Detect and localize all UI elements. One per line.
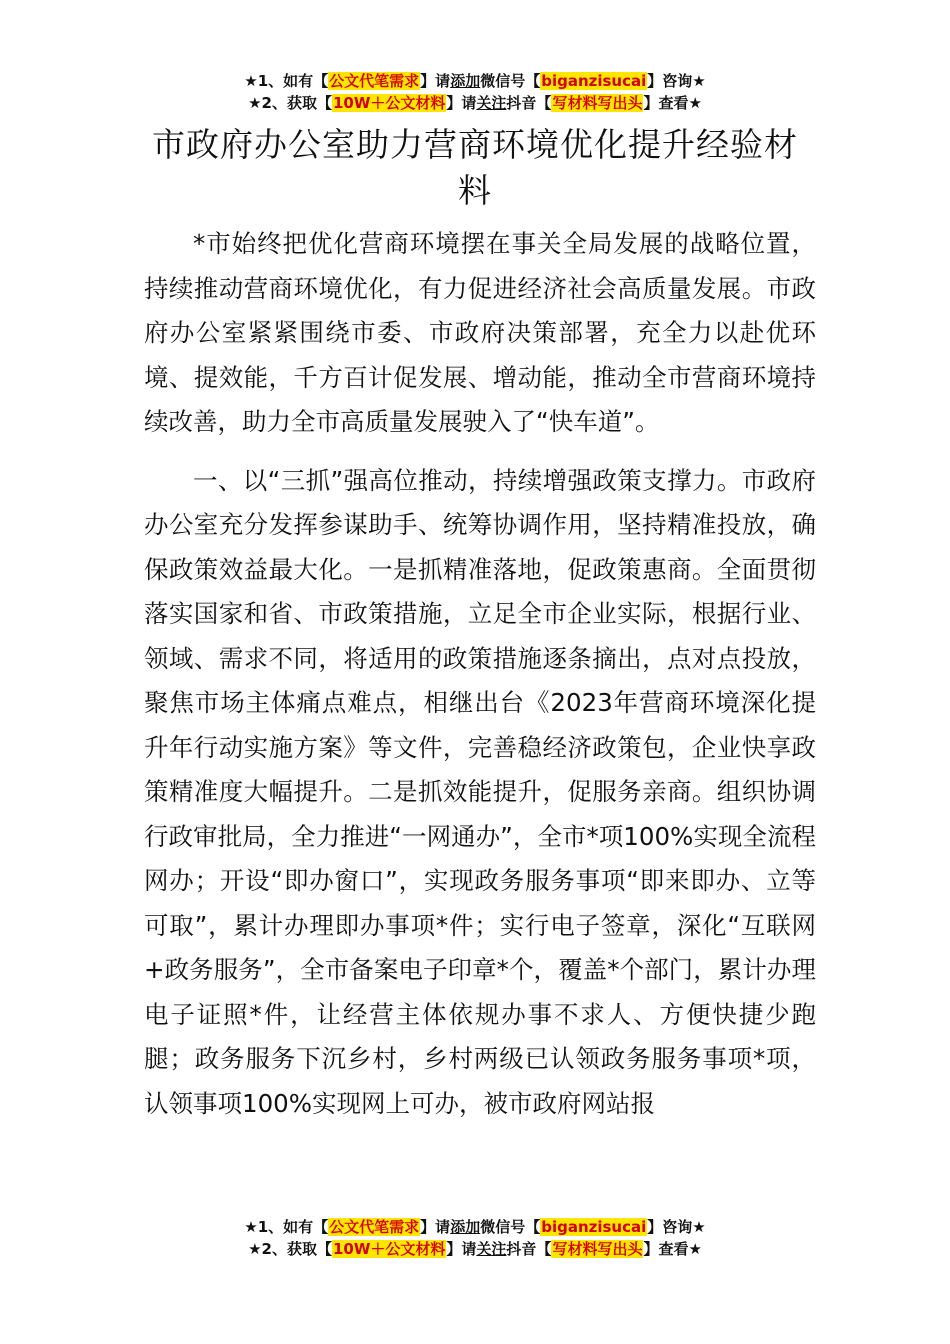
promo-header	[0, 70, 950, 114]
promo-emphasis: 添加	[450, 1218, 481, 1236]
promo-text: 】请	[446, 94, 477, 112]
promo-text: 抖音【	[506, 94, 552, 112]
promo-text: 微信号【	[480, 72, 541, 90]
promo-highlight: biganzisucai	[541, 1218, 647, 1236]
promo-text: ★2、获取【	[248, 94, 332, 112]
promo-line-1	[0, 1216, 950, 1238]
promo-text: 】咨询★	[647, 1218, 706, 1236]
promo-text: 】查看★	[643, 94, 702, 112]
promo-highlight: 写材料写出头	[552, 94, 643, 112]
promo-text: 】查看★	[643, 1240, 702, 1258]
body-paragraph-2: 一、以“三抓”强高位推动，持续增强政策支撑力。市政府办公室充分发挥参谋助手、统筹协调作用，坚持精准投放，确保政策效益最大化。一是抓精准落地，促政策惠商。全面贯彻落实国家和省、市政策措施，立足全市企业实际，根据行业、领域、需求不同，将适用的政策措施逐条摘出，点对点投放，聚焦市场主体痛点难点，相继出台《2023年营商环境深化提升年行动实施方案》等文件，完善稳经济政策包，企业快享政策精准度大幅提升。二是抓效能提升，促服务亲商。组织协调行政审批局，全力推进“一网通办”，全市*项100%实现全流程网办；开设“即办窗口”，实现政务服务事项“即来即办、立等可取”，累计办理即办事项*件；实行电子签章，深化“互联网+政务服务”，全市备案电子印章*个，覆盖*个部门，累计办理电子证照*件，让经营主体依规办事不求人、方便快捷少跑腿；政务服务下沉乡村，乡村两级已认领政务服务事项*项，认领事项100%实现网上可办，被市政府网站报	[144, 465, 816, 1118]
promo-highlight: 公文代笔需求	[329, 1218, 420, 1236]
document-title: 市政府办公室助力营商环境优化提升经验材料	[152, 125, 798, 210]
promo-text: 】咨询★	[647, 72, 706, 90]
promo-text: ★2、获取【	[248, 1240, 332, 1258]
promo-line-2	[0, 1238, 950, 1260]
promo-emphasis: 添加	[450, 72, 481, 90]
promo-text: 】请	[446, 1240, 477, 1258]
promo-text: ★1、如有【	[244, 1218, 329, 1236]
promo-highlight: 10W＋公文材料	[332, 1240, 446, 1258]
promo-text: ★1、如有【	[244, 72, 329, 90]
promo-highlight: biganzisucai	[541, 72, 647, 90]
promo-highlight: 公文代笔需求	[329, 72, 420, 90]
body-paragraph-1: *市始终把优化营商环境摆在事关全局发展的战略位置，持续推动营商环境优化，有力促进经济社会高质量发展。市政府办公室紧紧围绕市委、市政府决策部署，充全力以赴优环境、提效能，千方百计促发展、增动能，推动全市营商环境持续改善，助力全市高质量发展驶入了“快车道”。	[144, 229, 816, 436]
promo-footer	[0, 1216, 950, 1260]
promo-text: 】请	[420, 72, 451, 90]
promo-text: 】请	[420, 1218, 451, 1236]
promo-emphasis: 关注	[476, 94, 507, 112]
promo-highlight: 写材料写出头	[552, 1240, 643, 1258]
promo-highlight: 10W＋公文材料	[332, 94, 446, 112]
promo-text: 抖音【	[506, 1240, 552, 1258]
promo-text: 微信号【	[480, 1218, 541, 1236]
promo-line-2	[0, 92, 950, 114]
promo-line-1	[0, 70, 950, 92]
document-body	[144, 222, 816, 1126]
promo-emphasis: 关注	[476, 1240, 507, 1258]
